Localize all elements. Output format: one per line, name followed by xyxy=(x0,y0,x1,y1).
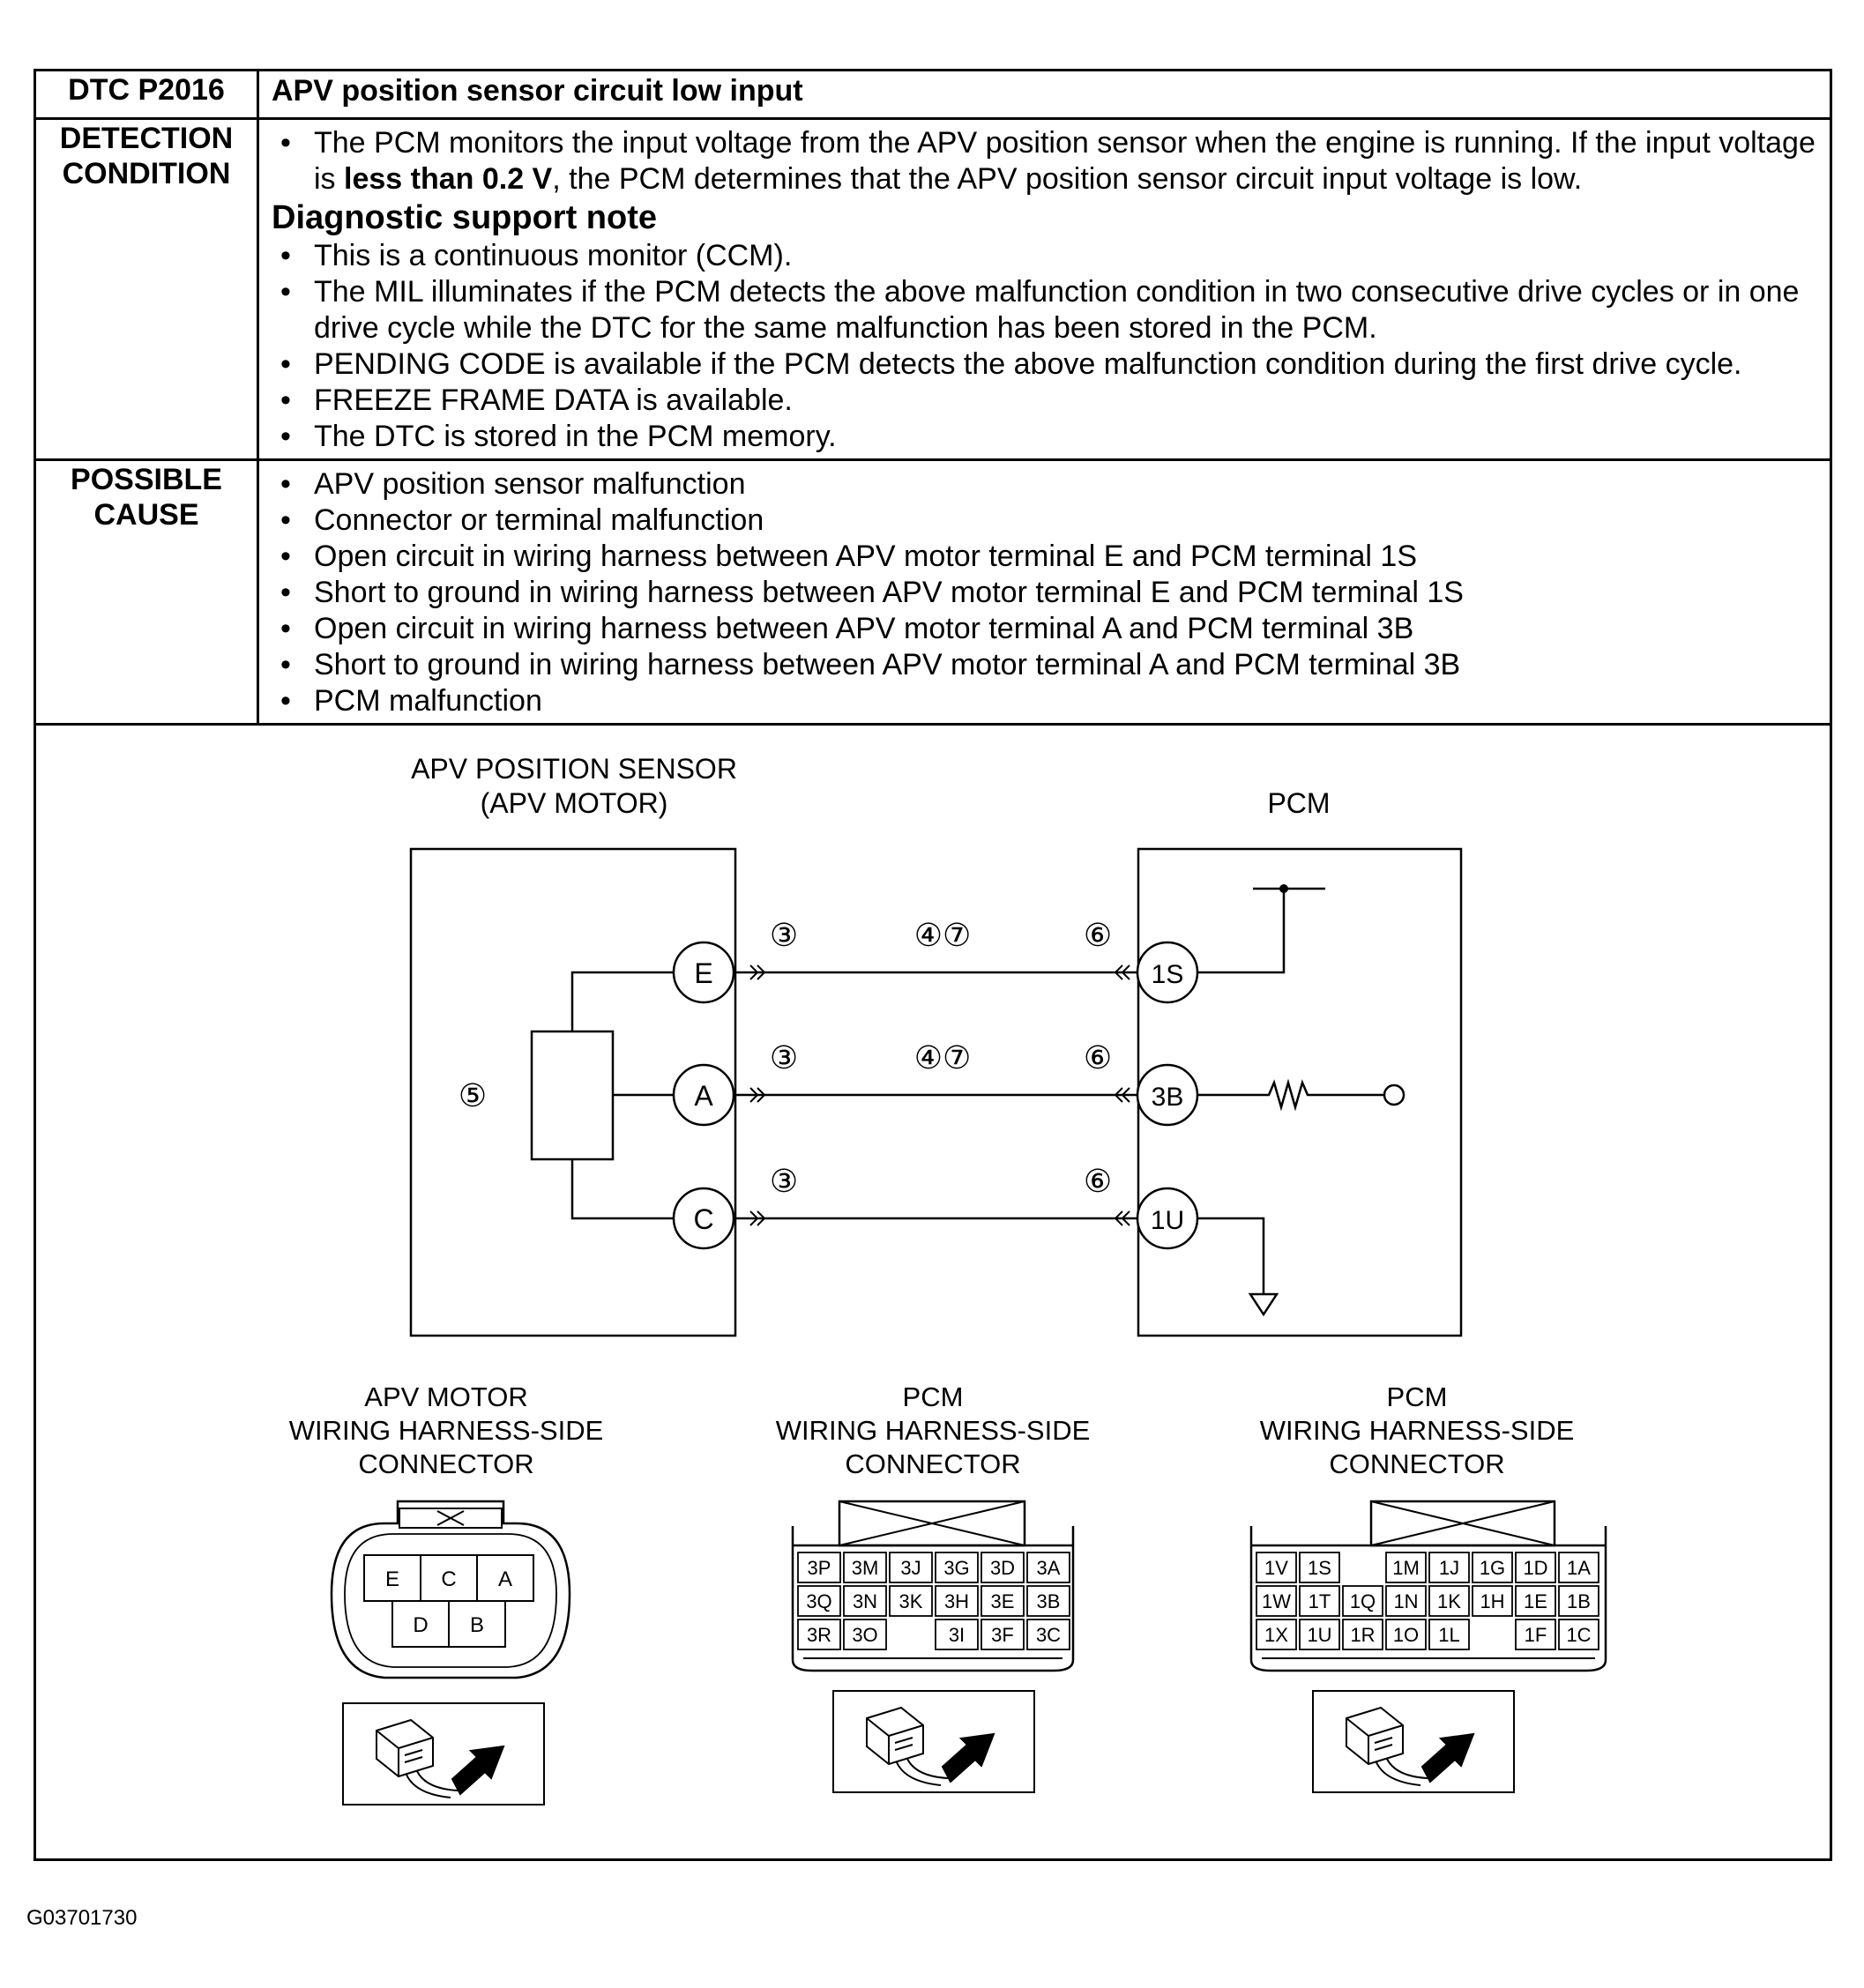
marker-3-c: ③ xyxy=(769,1163,799,1199)
intro-text-a: The PCM monitors the input voltage from the APV position sensor when the engine is running. If the input voltage is xyxy=(314,126,1816,196)
pcm-right-connector xyxy=(1251,1501,1606,1671)
marker-6-a: ⑥ xyxy=(1083,1039,1113,1076)
dtc-document xyxy=(34,69,1832,1861)
pin-label: 1N xyxy=(1393,1590,1419,1612)
pin-label: 1A xyxy=(1567,1557,1591,1579)
pin-label: 3F xyxy=(991,1624,1014,1646)
intro-text-b: , the PCM determines that the APV position sensor circuit input voltage is low. xyxy=(552,162,1583,196)
pcm-right-pin-grid xyxy=(1256,1552,1599,1649)
svg-text:E: E xyxy=(694,957,713,989)
pin-label: 1H xyxy=(1480,1590,1505,1612)
apv-connector-title-2: WIRING HARNESS-SIDE xyxy=(288,1415,604,1446)
pin-label: 1J xyxy=(1438,1557,1460,1579)
cause-item: • Open circuit in wiring harness between APV motor terminal A and PCM terminal 3B xyxy=(272,611,1817,647)
apv-motor-connector xyxy=(332,1501,570,1678)
sensor-element xyxy=(532,1031,613,1159)
marker-6-e: ⑥ xyxy=(1083,917,1113,953)
pin-label: 1E xyxy=(1524,1590,1547,1612)
apv-pin-b: B xyxy=(469,1613,485,1637)
pin-label: 3H xyxy=(943,1590,970,1612)
pcm-left-connector-title-3: CONNECTOR xyxy=(845,1448,1021,1479)
marker-47-a: ④⑦ xyxy=(913,1039,972,1076)
pin-label: 1T xyxy=(1308,1590,1331,1612)
pin-label: 3J xyxy=(900,1557,921,1579)
pin-label: 1K xyxy=(1437,1590,1461,1612)
dtc-code: DTC P2016 xyxy=(35,71,258,119)
cause-row xyxy=(35,460,1831,725)
svg-text:1S: 1S xyxy=(1151,960,1184,989)
cause-label-line2: CAUSE xyxy=(93,498,199,532)
pin-label: 3A xyxy=(1036,1557,1061,1579)
sensor-title-2: (APV MOTOR) xyxy=(480,787,668,819)
pin-label: 3I xyxy=(948,1624,966,1646)
pcm-1s-lead xyxy=(1197,889,1284,972)
pcm-left-connector-title-2: WIRING HARNESS-SIDE xyxy=(775,1415,1091,1446)
pin-label: 1S xyxy=(1308,1557,1331,1579)
figure-id: G03701730 xyxy=(26,1906,138,1930)
detection-label xyxy=(35,119,258,460)
pcm-terminal-3b xyxy=(1137,1065,1197,1125)
pcm-left-pin-grid xyxy=(798,1552,1070,1649)
pcm-right-connector-title-1: PCM xyxy=(1386,1381,1448,1412)
pin-label: 3N xyxy=(852,1590,878,1612)
diagram-cell xyxy=(35,725,1831,1860)
pin-label: 3M xyxy=(851,1557,879,1579)
dtc-table xyxy=(34,69,1832,1861)
sensor-lead-c xyxy=(572,1159,673,1218)
marker-6-c: ⑥ xyxy=(1083,1163,1113,1199)
pin-label: 1F xyxy=(1524,1624,1547,1646)
apv-connector-title-1: APV MOTOR xyxy=(364,1381,528,1412)
dtc-title: APV position sensor circuit low input xyxy=(258,71,1831,119)
pin-label: 1X xyxy=(1264,1624,1288,1646)
cause-label xyxy=(35,460,258,725)
pin-label: 3D xyxy=(989,1557,1016,1579)
wiring-diagram xyxy=(36,726,1835,1858)
pin-label: 3O xyxy=(852,1624,878,1646)
pin-label: 1W xyxy=(1262,1590,1291,1612)
cause-label-line1: POSSIBLE xyxy=(71,463,222,496)
pin-label: 3C xyxy=(1035,1624,1062,1646)
pin-label: 1M xyxy=(1392,1557,1420,1579)
svg-text:1U: 1U xyxy=(1150,1206,1185,1235)
apv-pin-c: C xyxy=(441,1567,457,1591)
pin-label: 1O xyxy=(1392,1624,1420,1646)
sensor-terminal-a xyxy=(674,1065,734,1125)
detection-label-line1: DETECTION xyxy=(59,122,234,155)
apv-connector-title-3: CONNECTOR xyxy=(358,1448,534,1479)
pin-label: 1G xyxy=(1479,1557,1506,1579)
pcm-right-connector-title-3: CONNECTOR xyxy=(1329,1448,1505,1479)
sensor-title-1: APV POSITION SENSOR xyxy=(411,753,737,785)
harness-view-icon-left xyxy=(343,1703,544,1805)
harness-view-icon-middle xyxy=(833,1691,1034,1792)
pcm-terminal-1u xyxy=(1137,1188,1197,1248)
pin-label: 3B xyxy=(1036,1590,1061,1612)
pin-label: 1U xyxy=(1307,1624,1332,1646)
pcm-3b-terminal-point xyxy=(1384,1085,1404,1105)
svg-text:3B: 3B xyxy=(1151,1083,1184,1112)
diagram-row xyxy=(35,725,1831,1860)
cause-item: • Connector or terminal malfunction xyxy=(272,503,1817,539)
pcm-terminal-1s xyxy=(1137,942,1197,1002)
note-item: • This is a continuous monitor (CCM). xyxy=(272,238,1817,274)
pin-label: 3P xyxy=(807,1557,831,1579)
apv-pin-e: E xyxy=(384,1567,400,1591)
cause-item: • Short to ground in wiring harness between APV motor terminal E and PCM terminal 1S xyxy=(272,575,1817,611)
pin-label: 1D xyxy=(1523,1557,1548,1579)
harness-view-icon-right xyxy=(1313,1691,1514,1792)
pin-label: 1V xyxy=(1264,1557,1288,1579)
detection-row xyxy=(35,119,1831,460)
pin-label: 1Q xyxy=(1349,1590,1376,1612)
cause-item: • Open circuit in wiring harness between APV motor terminal E and PCM terminal 1S xyxy=(272,539,1817,575)
note-item: • PENDING CODE is available if the PCM detects the above malfunction condition during the first drive cycle. xyxy=(272,346,1817,383)
detection-intro xyxy=(272,125,1817,197)
cause-content xyxy=(258,460,1831,725)
sensor-terminal-c xyxy=(674,1188,734,1248)
pin-label: 3E xyxy=(990,1590,1015,1612)
pcm-title: PCM xyxy=(1267,787,1331,819)
cause-item: • Short to ground in wiring harness between APV motor terminal A and PCM terminal 3B xyxy=(272,647,1817,683)
sensor-terminal-e xyxy=(674,942,734,1002)
pin-label: 1B xyxy=(1567,1590,1591,1612)
pin-label: 1L xyxy=(1438,1624,1460,1646)
pcm-1s-junction-dot xyxy=(1279,884,1288,893)
pin-label: 1C xyxy=(1566,1624,1592,1646)
note-item: • FREEZE FRAME DATA is available. xyxy=(272,383,1817,419)
pcm-right-connector-title-2: WIRING HARNESS-SIDE xyxy=(1259,1415,1575,1446)
apv-pin-a: A xyxy=(497,1567,513,1591)
pin-label: 3G xyxy=(943,1557,970,1579)
pin-label: 3Q xyxy=(806,1590,832,1612)
pin-label: 3K xyxy=(898,1590,923,1612)
marker-47-e: ④⑦ xyxy=(913,917,972,953)
note-item: • The MIL illuminates if the PCM detects the above malfunction condition in two consecutive drive cycles or in one drive cycle while the DTC for the same malfunction has been stored in the PCM. xyxy=(272,274,1817,346)
svg-text:A: A xyxy=(694,1080,713,1112)
svg-text:C: C xyxy=(693,1203,714,1235)
apv-pin-d: D xyxy=(413,1613,429,1637)
diagnostic-note-title: Diagnostic support note xyxy=(272,199,657,236)
pin-label: 1R xyxy=(1350,1624,1376,1646)
intro-threshold: less than 0.2 V xyxy=(344,162,553,196)
pcm-left-connector xyxy=(793,1501,1073,1671)
marker-3-e: ③ xyxy=(769,917,799,953)
marker-3-a: ③ xyxy=(769,1039,799,1076)
cause-item: • PCM malfunction xyxy=(272,683,1817,719)
marker-5-sensor: ⑤ xyxy=(458,1077,488,1113)
pcm-1u-lead xyxy=(1197,1218,1264,1294)
ground-symbol xyxy=(1250,1294,1277,1314)
note-item: • The DTC is stored in the PCM memory. xyxy=(272,419,1817,455)
pin-label: 3R xyxy=(806,1624,832,1646)
sensor-lead-e xyxy=(572,972,673,1031)
detection-content xyxy=(258,119,1831,460)
header-row xyxy=(35,71,1831,119)
pcm-3b-resistor xyxy=(1197,1083,1383,1107)
detection-label-line2: CONDITION xyxy=(62,157,231,190)
cause-item: • APV position sensor malfunction xyxy=(272,466,1817,503)
pcm-left-connector-title-1: PCM xyxy=(902,1381,964,1412)
